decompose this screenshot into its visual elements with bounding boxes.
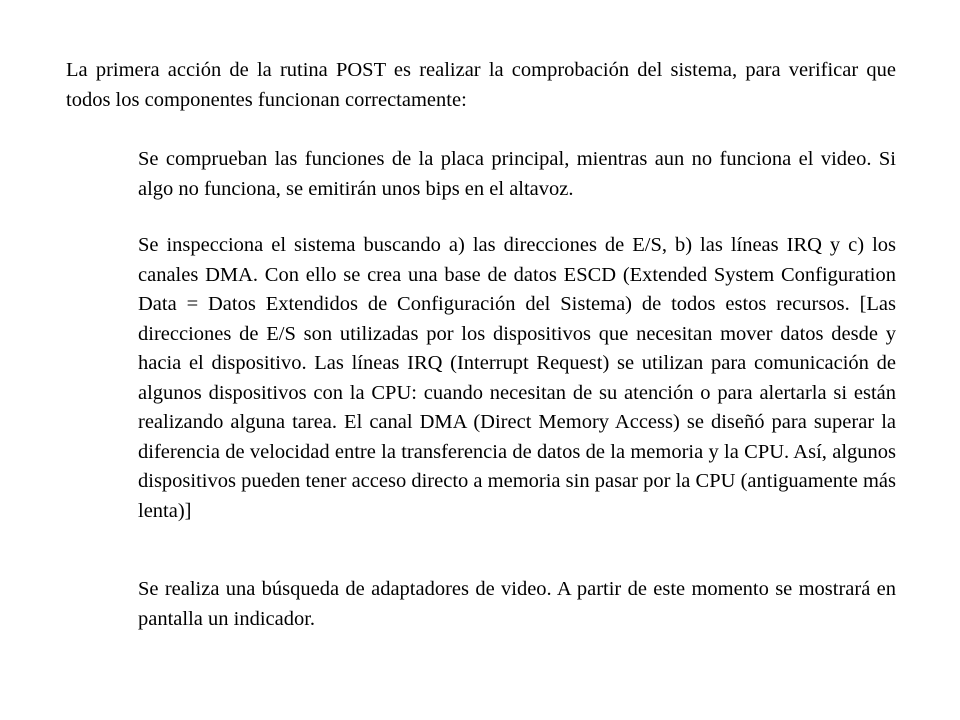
intro-paragraph: La primera acción de la rutina POST es realizar la comprobación del sistema, para verificar que todos los componentes funcionan correctamente:: [66, 59, 896, 111]
paragraph-system-inspection: Se inspecciona el sistema buscando a) las direcciones de E/S, b) las líneas IRQ y c) los canales DMA. Con ello se crea una base de datos ESCD (Extended System Configuration Data = Datos Extendidos de Configuración del Sistema) de todos estos recursos. [Las direcciones de E/S son utilizadas por los dispositivos que necesitan mover datos desde y hacia el dispositivo. Las líneas IRQ (Interrupt Request) se utilizan para comunicación de algunos dispositivos con la CPU: cuando necesitan de su atención o para alertarla si están realizando alguna tarea. El canal DMA (Direct Memory Access) se diseñó para superar la diferencia de velocidad entre la transferencia de datos de la memoria y la CPU. Así, algunos dispositivos pueden tener acceso directo a memoria sin pasar por la CPU (antiguamente más lenta)]: [138, 234, 896, 522]
paragraph-motherboard-check: Se comprueban las funciones de la placa principal, mientras aun no funciona el video. Si algo no funciona, se emitirán unos bips en el altavoz.: [138, 148, 896, 200]
paragraph-video-adapters: Se realiza una búsqueda de adaptadores de video. A partir de este momento se mostrará en pantalla un indicador.: [138, 578, 896, 630]
